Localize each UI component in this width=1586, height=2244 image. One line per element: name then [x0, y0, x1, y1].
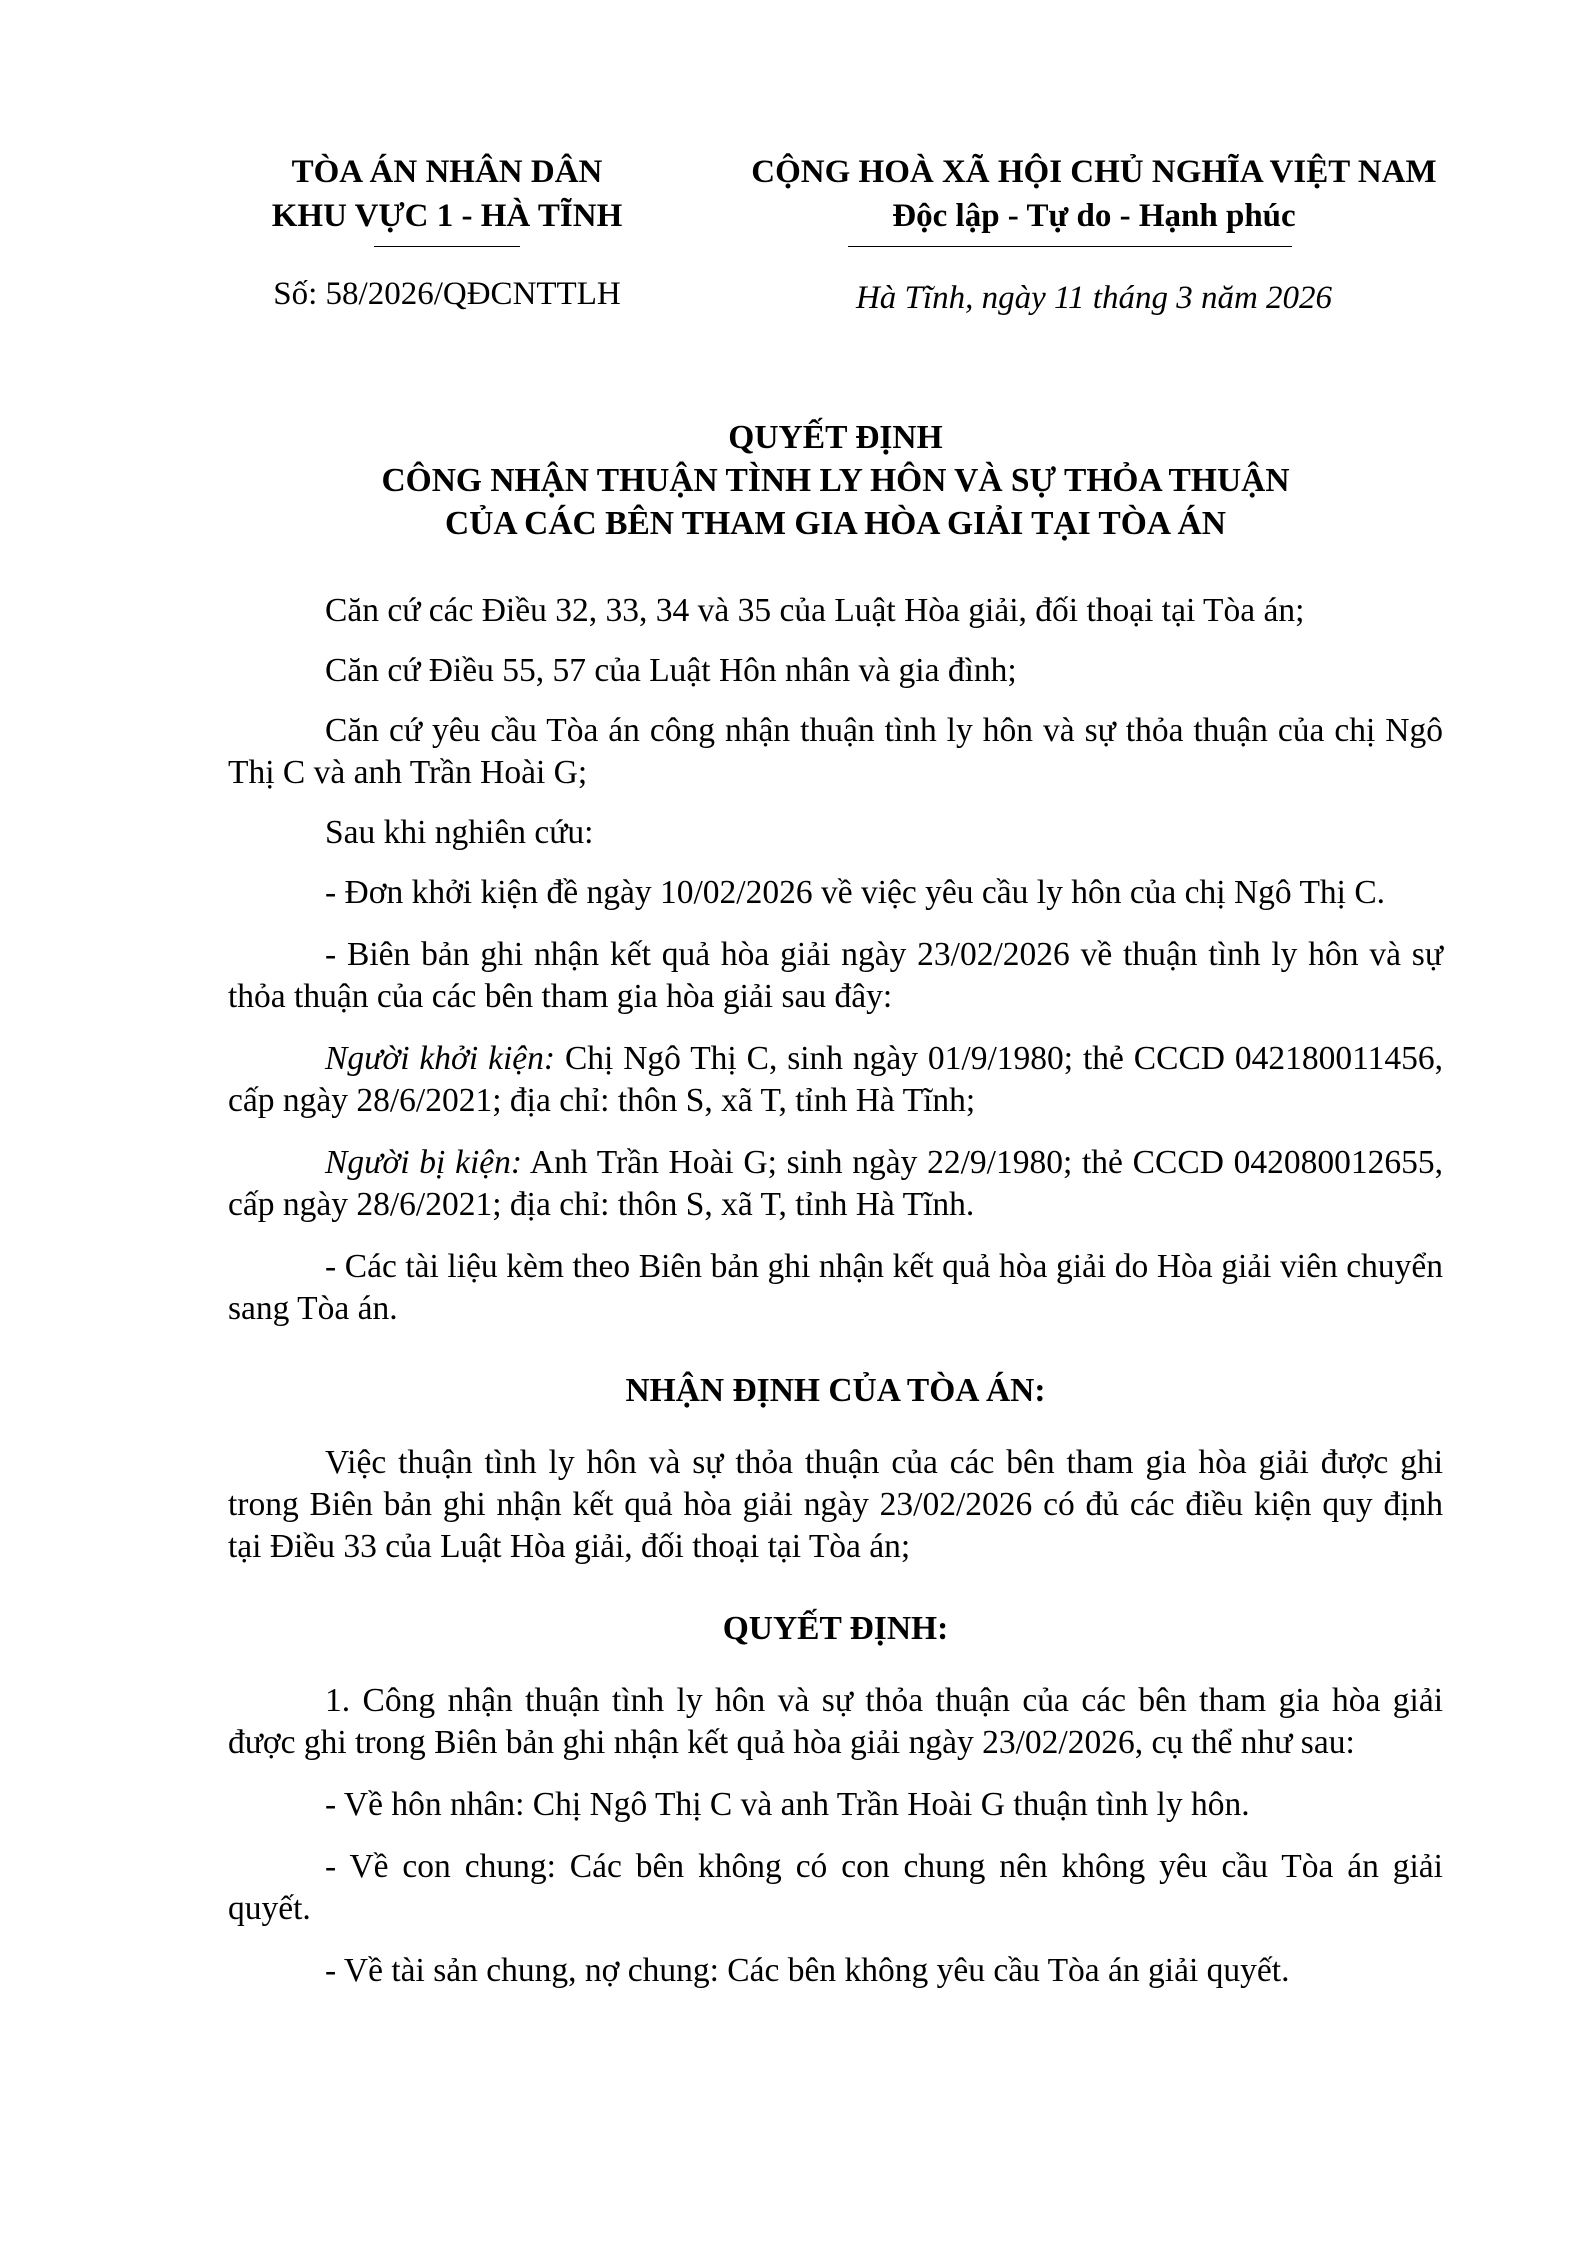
decision-children: - Về con chung: Các bên không có con chung nên không yêu cầu Tòa án giải quyết.	[228, 1848, 1443, 1927]
item-documents: - Các tài liệu kèm theo Biên bản ghi nhận kết quả hòa giải do Hòa giải viên chuyển sang Tòa án.	[228, 1248, 1443, 1327]
after-study: Sau khi nghiên cứu:	[325, 814, 594, 851]
court-name: TÒA ÁN NHÂN DÂN	[291, 154, 603, 190]
plaintiff-text: Chị Ngô Thị C, sinh ngày 01/9/1980; thẻ CCCD 042180011456, cấp ngày 28/6/2021; địa chỉ: thôn S, xã T, tỉnh Hà Tĩnh;	[228, 1040, 1444, 1119]
title-line-3: CỦA CÁC BÊN THAM GIA HÒA GIẢI TẠI TÒA ÁN	[445, 505, 1226, 542]
country-name: CỘNG HOÀ XÃ HỘI CHỦ NGHĨA VIỆT NAM	[751, 154, 1437, 190]
decision-property: - Về tài sản chung, nợ chung: Các bên không yêu cầu Tòa án giải quyết.	[325, 1952, 1290, 1989]
court-name-block	[228, 150, 666, 238]
plaintiff-info	[228, 1038, 1443, 1122]
defendant-label: Người bị kiện:	[325, 1144, 523, 1181]
legal-basis-2: Căn cứ Điều 55, 57 của Luật Hôn nhân và gia đình;	[325, 652, 1017, 689]
plaintiff-label: Người khởi kiện:	[325, 1040, 556, 1077]
national-motto: Độc lập - Tự do - Hạnh phúc	[892, 198, 1296, 234]
document-title	[228, 416, 1443, 545]
legal-basis-3: Căn cứ yêu cầu Tòa án công nhận thuận tình ly hôn và sự thỏa thuận của chị Ngô Thị C và anh Trần Hoài G;	[228, 712, 1443, 791]
court-region: KHU VỰC 1 - HÀ TĨNH	[271, 198, 623, 234]
title-line-1: QUYẾT ĐỊNH	[728, 419, 943, 456]
decision-marriage: - Về hôn nhân: Chị Ngô Thị C và anh Trần Hoài G thuận tình ly hôn.	[325, 1786, 1250, 1823]
issue-date: Hà Tĩnh, ngày 11 tháng 3 năm 2026	[855, 280, 1333, 316]
assessment-text: Việc thuận tình ly hôn và sự thỏa thuận của các bên tham gia hòa giải được ghi trong Biên bản ghi nhận kết quả hòa giải ngày 23/02/2026 có đủ các điều kiện quy định tại Điều 33 của Luật Hòa giải, đối thoại tại Tòa án;	[228, 1444, 1443, 1565]
defendant-text: Anh Trần Hoài G; sinh ngày 22/9/1980; thẻ CCCD 042080012655, cấp ngày 28/6/2021; địa chỉ: thôn S, xã T, tỉnh Hà Tĩnh.	[228, 1144, 1443, 1223]
title-line-2: CÔNG NHẬN THUẬN TÌNH LY HÔN VÀ SỰ THỎA THUẬN	[381, 462, 1290, 499]
heading-decision: QUYẾT ĐỊNH:	[722, 1610, 949, 1647]
item-minutes: - Biên bản ghi nhận kết quả hòa giải ngày 23/02/2026 về thuận tình ly hôn và sự thỏa thuận của các bên tham gia hòa giải sau đây:	[228, 936, 1443, 1015]
heading-assessment: NHẬN ĐỊNH CỦA TÒA ÁN:	[625, 1372, 1046, 1409]
decision-number: Số: 58/2026/QĐCNTTLH	[273, 276, 621, 312]
national-motto-block	[718, 150, 1470, 238]
left-header-underline	[374, 246, 520, 247]
legal-basis-1: Căn cứ các Điều 32, 33, 34 và 35 của Luật Hòa giải, đối thoại tại Tòa án;	[325, 592, 1305, 629]
decision-item-1: 1. Công nhận thuận tình ly hôn và sự thỏa thuận của các bên tham gia hòa giải được ghi trong Biên bản ghi nhận kết quả hòa giải ngày 23/02/2026, cụ thể như sau:	[228, 1682, 1443, 1761]
document-body	[228, 590, 1443, 1992]
item-petition: - Đơn khởi kiện đề ngày 10/02/2026 về việc yêu cầu ly hôn của chị Ngô Thị C.	[325, 874, 1386, 911]
right-header-underline	[848, 246, 1292, 247]
defendant-info	[228, 1142, 1443, 1226]
